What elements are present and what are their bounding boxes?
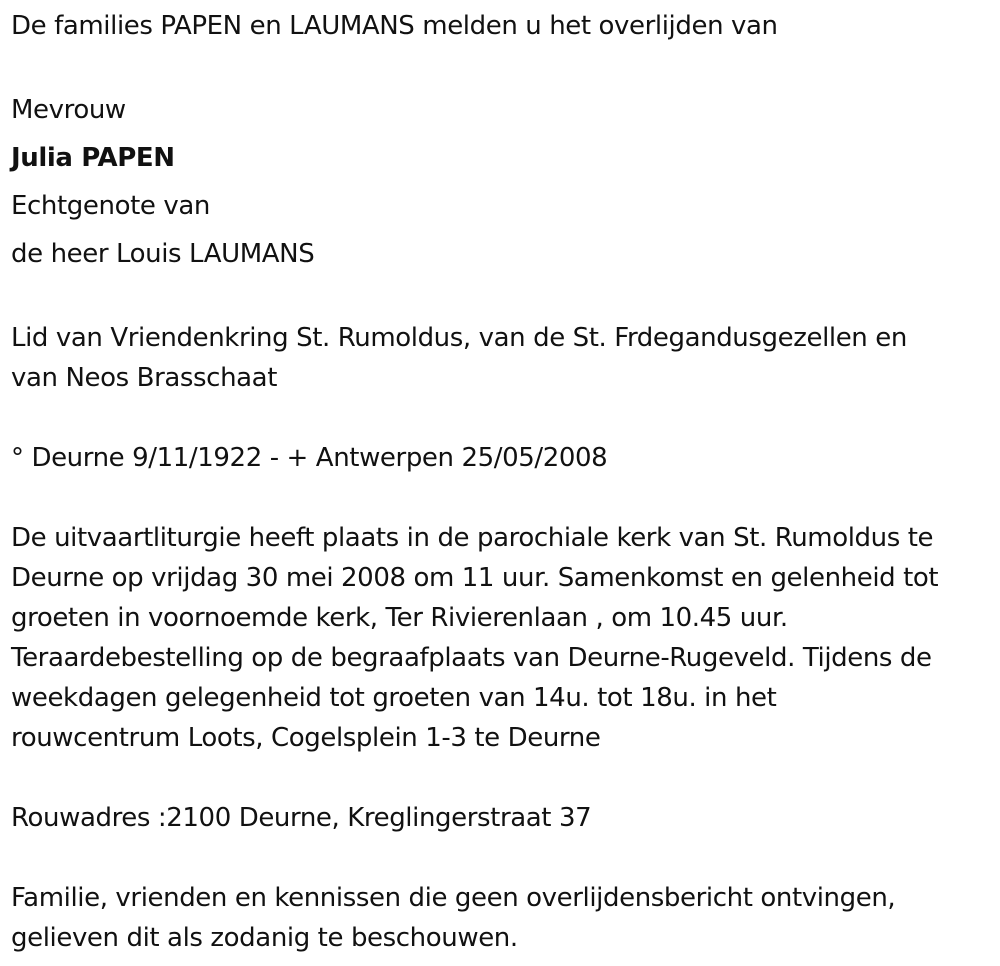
membership-line: Lid van Vriendenkring St. Rumoldus, van de St. Frdegandusgezellen en xyxy=(11,323,907,353)
spacer xyxy=(11,46,991,86)
intro-text: De families PAPEN en LAUMANS melden u het overlijden van xyxy=(11,11,778,41)
spacer xyxy=(11,398,991,438)
funeral-line: Teraardebestelling op de begraafplaats van Deurne-Rugeveld. Tijdens de xyxy=(11,643,932,673)
spouse-name: de heer Louis LAUMANS xyxy=(11,239,315,269)
birth-death-dates: ° Deurne 9/11/1922 - + Antwerpen 25/05/2008 xyxy=(11,443,608,473)
closing-line: Familie, vrienden en kennissen die geen overlijdensbericht ontvingen, xyxy=(11,883,896,913)
relation-label: Echtgenote van xyxy=(11,191,210,221)
membership-paragraph xyxy=(11,318,991,398)
deceased-name: Julia PAPEN xyxy=(11,143,175,173)
funeral-line: De uitvaartliturgie heeft plaats in de parochiale kerk van St. Rumoldus te xyxy=(11,523,934,553)
spacer xyxy=(11,478,991,518)
spacer xyxy=(11,838,991,878)
spacer xyxy=(11,758,991,798)
membership-line: van Neos Brasschaat xyxy=(11,363,278,393)
honorific: Mevrouw xyxy=(11,95,126,125)
funeral-line: groeten in voornoemde kerk, Ter Rivierenlaan , om 10.45 uur. xyxy=(11,603,788,633)
closing-line: gelieven dit als zodanig te beschouwen. xyxy=(11,923,518,953)
funeral-paragraph xyxy=(11,518,991,758)
closing-paragraph xyxy=(11,878,991,958)
funeral-line: Deurne op vrijdag 30 mei 2008 om 11 uur. Samenkomst en gelenheid tot xyxy=(11,563,939,593)
spacer xyxy=(11,278,991,318)
funeral-line: rouwcentrum Loots, Cogelsplein 1-3 te Deurne xyxy=(11,723,601,753)
death-notice xyxy=(11,6,991,958)
funeral-line: weekdagen gelegenheid tot groeten van 14u. tot 18u. in het xyxy=(11,683,777,713)
mourning-address: Rouwadres :2100 Deurne, Kreglingerstraat 37 xyxy=(11,803,592,833)
